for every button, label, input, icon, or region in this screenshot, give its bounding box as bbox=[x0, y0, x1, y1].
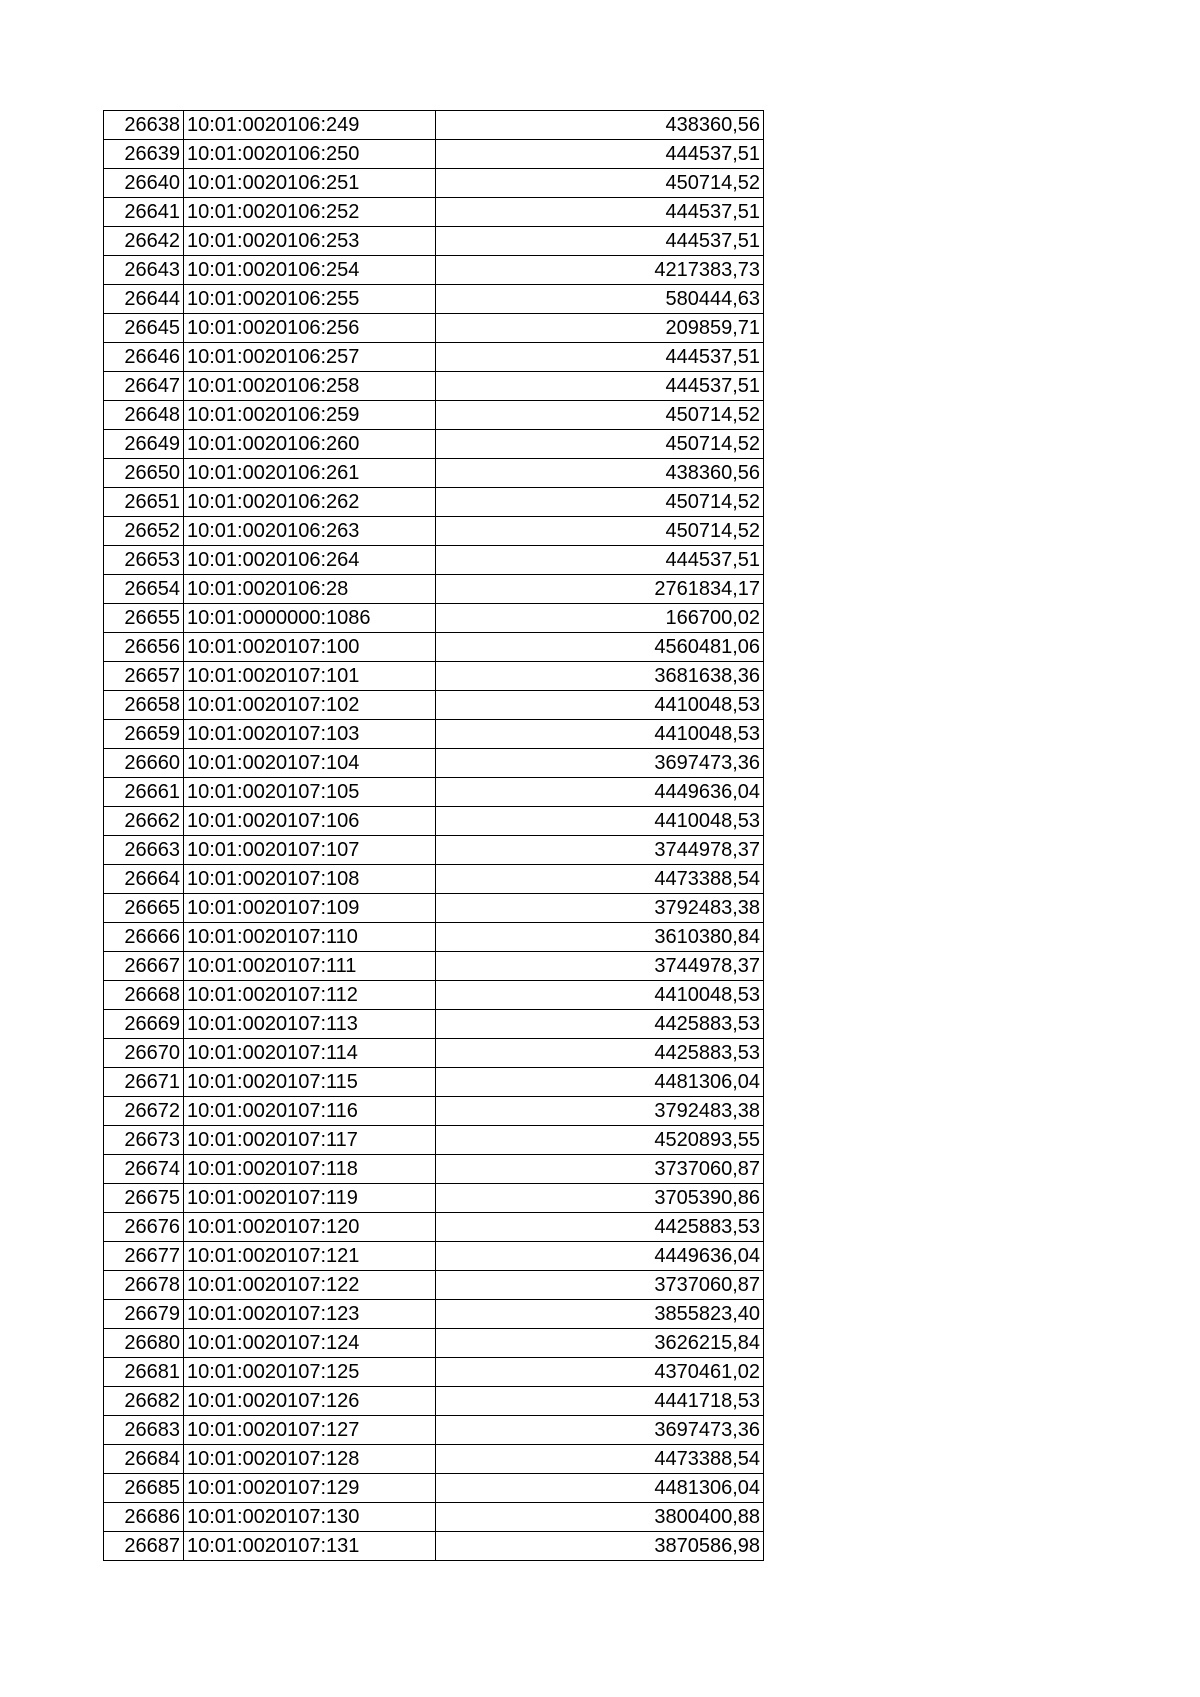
value-cell: 3855823,40 bbox=[436, 1300, 764, 1329]
value-cell: 3800400,88 bbox=[436, 1503, 764, 1532]
value-cell: 3744978,37 bbox=[436, 952, 764, 981]
row-number-cell: 26639 bbox=[104, 140, 184, 169]
cadastral-number-cell: 10:01:0020106:255 bbox=[184, 285, 436, 314]
table-row bbox=[104, 372, 764, 401]
cadastral-number-cell: 10:01:0020107:113 bbox=[184, 1010, 436, 1039]
cadastral-number-cell: 10:01:0020106:259 bbox=[184, 401, 436, 430]
row-number-cell: 26654 bbox=[104, 575, 184, 604]
value-cell: 4425883,53 bbox=[436, 1213, 764, 1242]
cadastral-number-cell: 10:01:0020107:120 bbox=[184, 1213, 436, 1242]
cadastral-number-cell: 10:01:0020106:264 bbox=[184, 546, 436, 575]
row-number-cell: 26640 bbox=[104, 169, 184, 198]
table-row bbox=[104, 836, 764, 865]
row-number-cell: 26676 bbox=[104, 1213, 184, 1242]
value-cell: 3870586,98 bbox=[436, 1532, 764, 1561]
cadastral-number-cell: 10:01:0020107:116 bbox=[184, 1097, 436, 1126]
table-row bbox=[104, 923, 764, 952]
value-cell: 438360,56 bbox=[436, 111, 764, 140]
cadastral-number-cell: 10:01:0020107:111 bbox=[184, 952, 436, 981]
cadastral-number-cell: 10:01:0020106:257 bbox=[184, 343, 436, 372]
value-cell: 444537,51 bbox=[436, 343, 764, 372]
row-number-cell: 26680 bbox=[104, 1329, 184, 1358]
cadastral-number-cell: 10:01:0020107:127 bbox=[184, 1416, 436, 1445]
value-cell: 4481306,04 bbox=[436, 1068, 764, 1097]
cadastral-number-cell: 10:01:0020107:122 bbox=[184, 1271, 436, 1300]
cadastral-number-cell: 10:01:0020106:258 bbox=[184, 372, 436, 401]
row-number-cell: 26678 bbox=[104, 1271, 184, 1300]
row-number-cell: 26659 bbox=[104, 720, 184, 749]
row-number-cell: 26648 bbox=[104, 401, 184, 430]
row-number-cell: 26661 bbox=[104, 778, 184, 807]
row-number-cell: 26652 bbox=[104, 517, 184, 546]
cadastral-number-cell: 10:01:0000000:1086 bbox=[184, 604, 436, 633]
value-cell: 450714,52 bbox=[436, 488, 764, 517]
table-row bbox=[104, 343, 764, 372]
table-row bbox=[104, 1010, 764, 1039]
value-cell: 4410048,53 bbox=[436, 981, 764, 1010]
row-number-cell: 26649 bbox=[104, 430, 184, 459]
cadastral-value-table bbox=[103, 110, 764, 1561]
table-row bbox=[104, 1242, 764, 1271]
table-row bbox=[104, 1126, 764, 1155]
row-number-cell: 26681 bbox=[104, 1358, 184, 1387]
cadastral-number-cell: 10:01:0020107:130 bbox=[184, 1503, 436, 1532]
value-cell: 4449636,04 bbox=[436, 1242, 764, 1271]
table-row bbox=[104, 459, 764, 488]
cadastral-number-cell: 10:01:0020106:261 bbox=[184, 459, 436, 488]
table-row bbox=[104, 1039, 764, 1068]
cadastral-number-cell: 10:01:0020107:101 bbox=[184, 662, 436, 691]
cadastral-number-cell: 10:01:0020107:100 bbox=[184, 633, 436, 662]
value-cell: 3737060,87 bbox=[436, 1155, 764, 1184]
cadastral-number-cell: 10:01:0020107:102 bbox=[184, 691, 436, 720]
table-row bbox=[104, 256, 764, 285]
table-row bbox=[104, 1271, 764, 1300]
value-cell: 450714,52 bbox=[436, 517, 764, 546]
value-cell: 444537,51 bbox=[436, 227, 764, 256]
table-row bbox=[104, 894, 764, 923]
row-number-cell: 26658 bbox=[104, 691, 184, 720]
table-row bbox=[104, 1532, 764, 1561]
cadastral-number-cell: 10:01:0020107:114 bbox=[184, 1039, 436, 1068]
value-cell: 4449636,04 bbox=[436, 778, 764, 807]
value-cell: 3744978,37 bbox=[436, 836, 764, 865]
value-cell: 4425883,53 bbox=[436, 1010, 764, 1039]
value-cell: 438360,56 bbox=[436, 459, 764, 488]
table-row bbox=[104, 575, 764, 604]
value-cell: 166700,02 bbox=[436, 604, 764, 633]
cadastral-number-cell: 10:01:0020107:105 bbox=[184, 778, 436, 807]
value-cell: 3705390,86 bbox=[436, 1184, 764, 1213]
table-row bbox=[104, 662, 764, 691]
table-row bbox=[104, 1445, 764, 1474]
cadastral-number-cell: 10:01:0020107:119 bbox=[184, 1184, 436, 1213]
table-row bbox=[104, 227, 764, 256]
table-row bbox=[104, 1329, 764, 1358]
cadastral-number-cell: 10:01:0020107:129 bbox=[184, 1474, 436, 1503]
row-number-cell: 26657 bbox=[104, 662, 184, 691]
table-row bbox=[104, 314, 764, 343]
row-number-cell: 26668 bbox=[104, 981, 184, 1010]
table-row bbox=[104, 517, 764, 546]
row-number-cell: 26665 bbox=[104, 894, 184, 923]
value-cell: 4473388,54 bbox=[436, 865, 764, 894]
row-number-cell: 26669 bbox=[104, 1010, 184, 1039]
value-cell: 3792483,38 bbox=[436, 1097, 764, 1126]
value-cell: 3697473,36 bbox=[436, 749, 764, 778]
value-cell: 4217383,73 bbox=[436, 256, 764, 285]
row-number-cell: 26641 bbox=[104, 198, 184, 227]
row-number-cell: 26655 bbox=[104, 604, 184, 633]
cadastral-number-cell: 10:01:0020107:103 bbox=[184, 720, 436, 749]
row-number-cell: 26645 bbox=[104, 314, 184, 343]
cadastral-number-cell: 10:01:0020107:112 bbox=[184, 981, 436, 1010]
row-number-cell: 26675 bbox=[104, 1184, 184, 1213]
table-row bbox=[104, 111, 764, 140]
value-cell: 444537,51 bbox=[436, 372, 764, 401]
table-row bbox=[104, 285, 764, 314]
row-number-cell: 26664 bbox=[104, 865, 184, 894]
cadastral-number-cell: 10:01:0020107:125 bbox=[184, 1358, 436, 1387]
table-row bbox=[104, 807, 764, 836]
row-number-cell: 26682 bbox=[104, 1387, 184, 1416]
cadastral-number-cell: 10:01:0020106:251 bbox=[184, 169, 436, 198]
row-number-cell: 26684 bbox=[104, 1445, 184, 1474]
table-row bbox=[104, 720, 764, 749]
value-cell: 450714,52 bbox=[436, 169, 764, 198]
table-row bbox=[104, 1213, 764, 1242]
row-number-cell: 26651 bbox=[104, 488, 184, 517]
row-number-cell: 26643 bbox=[104, 256, 184, 285]
value-cell: 4520893,55 bbox=[436, 1126, 764, 1155]
value-cell: 4410048,53 bbox=[436, 691, 764, 720]
row-number-cell: 26687 bbox=[104, 1532, 184, 1561]
cadastral-number-cell: 10:01:0020106:256 bbox=[184, 314, 436, 343]
cadastral-number-cell: 10:01:0020107:106 bbox=[184, 807, 436, 836]
cadastral-number-cell: 10:01:0020107:131 bbox=[184, 1532, 436, 1561]
value-cell: 444537,51 bbox=[436, 546, 764, 575]
row-number-cell: 26679 bbox=[104, 1300, 184, 1329]
table-row bbox=[104, 169, 764, 198]
table-row bbox=[104, 1184, 764, 1213]
table-row bbox=[104, 778, 764, 807]
cadastral-number-cell: 10:01:0020106:260 bbox=[184, 430, 436, 459]
value-cell: 3681638,36 bbox=[436, 662, 764, 691]
value-cell: 580444,63 bbox=[436, 285, 764, 314]
row-number-cell: 26656 bbox=[104, 633, 184, 662]
table-row bbox=[104, 865, 764, 894]
row-number-cell: 26685 bbox=[104, 1474, 184, 1503]
cadastral-number-cell: 10:01:0020107:121 bbox=[184, 1242, 436, 1271]
value-cell: 450714,52 bbox=[436, 430, 764, 459]
table-row bbox=[104, 546, 764, 575]
value-cell: 4560481,06 bbox=[436, 633, 764, 662]
cadastral-number-cell: 10:01:0020106:28 bbox=[184, 575, 436, 604]
value-cell: 4473388,54 bbox=[436, 1445, 764, 1474]
table-row bbox=[104, 1097, 764, 1126]
row-number-cell: 26667 bbox=[104, 952, 184, 981]
value-cell: 4425883,53 bbox=[436, 1039, 764, 1068]
table-row bbox=[104, 1416, 764, 1445]
table-row bbox=[104, 691, 764, 720]
cadastral-number-cell: 10:01:0020107:123 bbox=[184, 1300, 436, 1329]
cadastral-number-cell: 10:01:0020107:117 bbox=[184, 1126, 436, 1155]
row-number-cell: 26686 bbox=[104, 1503, 184, 1532]
table-row bbox=[104, 952, 764, 981]
cadastral-number-cell: 10:01:0020107:104 bbox=[184, 749, 436, 778]
value-cell: 3792483,38 bbox=[436, 894, 764, 923]
table-row bbox=[104, 401, 764, 430]
value-cell: 444537,51 bbox=[436, 140, 764, 169]
row-number-cell: 26674 bbox=[104, 1155, 184, 1184]
table-row bbox=[104, 1155, 764, 1184]
row-number-cell: 26653 bbox=[104, 546, 184, 575]
value-cell: 4410048,53 bbox=[436, 807, 764, 836]
value-cell: 444537,51 bbox=[436, 198, 764, 227]
value-cell: 450714,52 bbox=[436, 401, 764, 430]
row-number-cell: 26671 bbox=[104, 1068, 184, 1097]
row-number-cell: 26683 bbox=[104, 1416, 184, 1445]
row-number-cell: 26646 bbox=[104, 343, 184, 372]
table-row bbox=[104, 1503, 764, 1532]
value-cell: 4481306,04 bbox=[436, 1474, 764, 1503]
row-number-cell: 26672 bbox=[104, 1097, 184, 1126]
cadastral-number-cell: 10:01:0020106:262 bbox=[184, 488, 436, 517]
row-number-cell: 26644 bbox=[104, 285, 184, 314]
cadastral-number-cell: 10:01:0020106:250 bbox=[184, 140, 436, 169]
table-row bbox=[104, 604, 764, 633]
cadastral-number-cell: 10:01:0020107:115 bbox=[184, 1068, 436, 1097]
cadastral-number-cell: 10:01:0020106:252 bbox=[184, 198, 436, 227]
value-cell: 4410048,53 bbox=[436, 720, 764, 749]
cadastral-number-cell: 10:01:0020107:109 bbox=[184, 894, 436, 923]
row-number-cell: 26670 bbox=[104, 1039, 184, 1068]
table-row bbox=[104, 633, 764, 662]
row-number-cell: 26662 bbox=[104, 807, 184, 836]
row-number-cell: 26642 bbox=[104, 227, 184, 256]
cadastral-number-cell: 10:01:0020107:128 bbox=[184, 1445, 436, 1474]
value-cell: 4370461,02 bbox=[436, 1358, 764, 1387]
table-row bbox=[104, 488, 764, 517]
table-row bbox=[104, 1387, 764, 1416]
cadastral-number-cell: 10:01:0020107:108 bbox=[184, 865, 436, 894]
row-number-cell: 26673 bbox=[104, 1126, 184, 1155]
cadastral-number-cell: 10:01:0020107:126 bbox=[184, 1387, 436, 1416]
cadastral-number-cell: 10:01:0020106:254 bbox=[184, 256, 436, 285]
cadastral-number-cell: 10:01:0020106:249 bbox=[184, 111, 436, 140]
value-cell: 209859,71 bbox=[436, 314, 764, 343]
value-cell: 3737060,87 bbox=[436, 1271, 764, 1300]
table-row bbox=[104, 1358, 764, 1387]
row-number-cell: 26666 bbox=[104, 923, 184, 952]
table-row bbox=[104, 198, 764, 227]
cadastral-number-cell: 10:01:0020106:253 bbox=[184, 227, 436, 256]
cadastral-number-cell: 10:01:0020107:124 bbox=[184, 1329, 436, 1358]
row-number-cell: 26663 bbox=[104, 836, 184, 865]
table-row bbox=[104, 1474, 764, 1503]
value-cell: 2761834,17 bbox=[436, 575, 764, 604]
row-number-cell: 26647 bbox=[104, 372, 184, 401]
table-row bbox=[104, 981, 764, 1010]
value-cell: 3610380,84 bbox=[436, 923, 764, 952]
cadastral-number-cell: 10:01:0020106:263 bbox=[184, 517, 436, 546]
value-cell: 4441718,53 bbox=[436, 1387, 764, 1416]
value-cell: 3626215,84 bbox=[436, 1329, 764, 1358]
table-row bbox=[104, 430, 764, 459]
table-row bbox=[104, 749, 764, 778]
cadastral-number-cell: 10:01:0020107:118 bbox=[184, 1155, 436, 1184]
table-row bbox=[104, 1300, 764, 1329]
cadastral-number-cell: 10:01:0020107:107 bbox=[184, 836, 436, 865]
row-number-cell: 26650 bbox=[104, 459, 184, 488]
row-number-cell: 26677 bbox=[104, 1242, 184, 1271]
row-number-cell: 26660 bbox=[104, 749, 184, 778]
table-row bbox=[104, 1068, 764, 1097]
row-number-cell: 26638 bbox=[104, 111, 184, 140]
cadastral-number-cell: 10:01:0020107:110 bbox=[184, 923, 436, 952]
value-cell: 3697473,36 bbox=[436, 1416, 764, 1445]
table-body bbox=[104, 111, 764, 1561]
table-row bbox=[104, 140, 764, 169]
